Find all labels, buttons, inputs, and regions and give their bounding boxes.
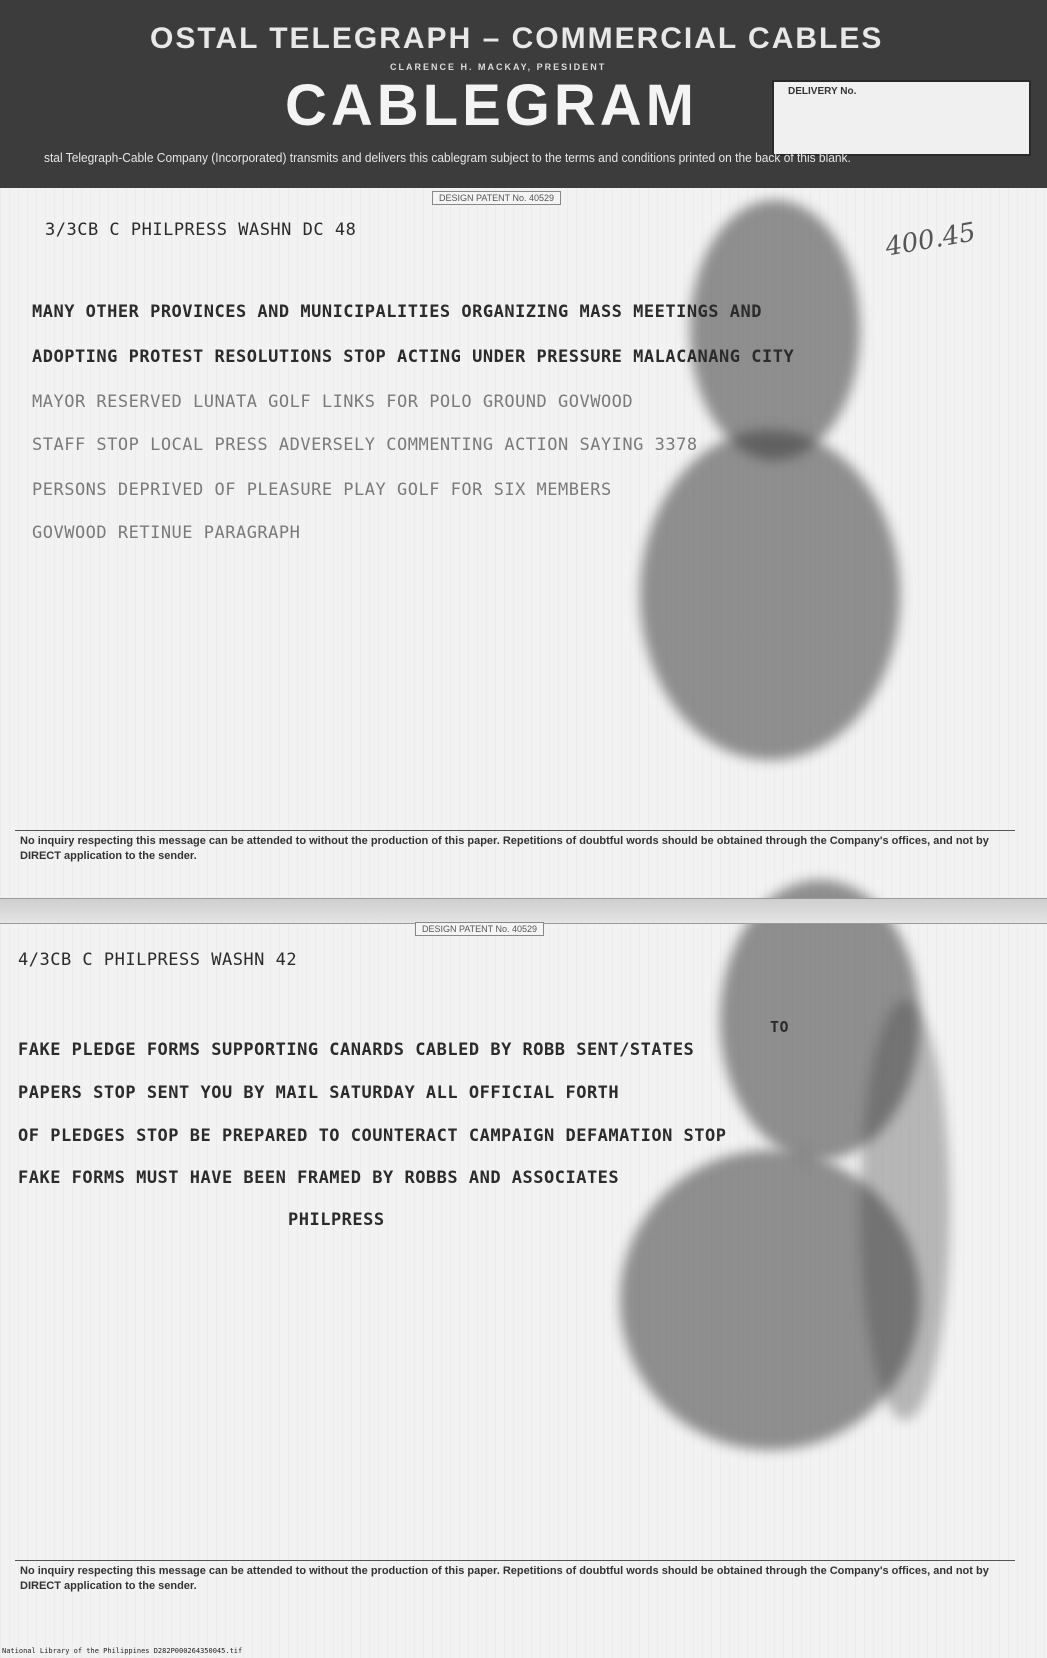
message-2-line: FAKE PLEDGE FORMS SUPPORTING CANARDS CABLED BY ROBB SENT/STATES [18, 1040, 695, 1060]
stain [640, 430, 900, 760]
archive-caption: National Library of the Philippines D282P000264350045.tif [2, 1647, 243, 1655]
delivery-number-box [772, 80, 1031, 156]
terms-line: stal Telegraph-Cable Company (Incorporated) transmits and delivers this cablegram subject to the terms and conditions printed on the back of this blank. [44, 150, 851, 165]
page-divider [0, 898, 1047, 924]
footer-notice: No inquiry respecting this message can be attended to without the production of this paper. Repetitions of doubtful words should be obtained through the Company's offices, and not by DIRECT application to the sender. [20, 835, 989, 862]
cablegram-title: CABLEGRAM [285, 73, 698, 138]
message-1-line: STAFF STOP LOCAL PRESS ADVERSELY COMMENTING ACTION SAYING 3378 [32, 435, 698, 455]
footer-rule [15, 1560, 1015, 1561]
signature: PHILPRESS [288, 1210, 385, 1230]
message-2-header: 4/3CB C PHILPRESS WASHN 42 [18, 950, 298, 970]
stain [860, 1000, 950, 1420]
cablegram-header [0, 0, 1047, 188]
design-patent-label: DESIGN PATENT No. 40529 [432, 191, 561, 205]
message-1-line: PERSONS DEPRIVED OF PLEASURE PLAY GOLF FOR SIX MEMBERS [32, 480, 612, 500]
message-1-header: 3/3CB C PHILPRESS WASHN DC 48 [45, 220, 357, 240]
insert-word: TO [770, 1018, 790, 1036]
message-2-line: OF PLEDGES STOP BE PREPARED TO COUNTERACT CAMPAIGN DEFAMATION STOP [18, 1126, 727, 1146]
message-2-line: PAPERS STOP SENT YOU BY MAIL SATURDAY ALL OFFICIAL FORTH [18, 1083, 620, 1103]
design-patent-label: DESIGN PATENT No. 40529 [415, 922, 544, 936]
company-line: OSTAL TELEGRAPH – COMMERCIAL CABLES [150, 22, 884, 55]
footer-notice: No inquiry respecting this message can be attended to without the production of this paper. Repetitions of doubtful words should be obtained through the Company's offices, and not by DIRECT application to the sender. [20, 1565, 989, 1592]
president-line: CLARENCE H. MACKAY, PRESIDENT [390, 62, 607, 72]
message-1-line: GOVWOOD RETINUE PARAGRAPH [32, 523, 301, 543]
delivery-label: DELIVERY No. [788, 86, 857, 97]
message-1-line: MAYOR RESERVED LUNATA GOLF LINKS FOR POLO GROUND GOVWOOD [32, 392, 634, 412]
stain [690, 200, 860, 460]
message-1-line: MANY OTHER PROVINCES AND MUNICIPALITIES ORGANIZING MASS MEETINGS AND [32, 302, 762, 322]
message-2-line: FAKE FORMS MUST HAVE BEEN FRAMED BY ROBBS AND ASSOCIATES [18, 1168, 620, 1188]
message-1-line: ADOPTING PROTEST RESOLUTIONS STOP ACTING UNDER PRESSURE MALACANANG CITY [32, 347, 795, 367]
footer-rule [15, 830, 1015, 831]
handwritten-note: 400.45 [883, 217, 978, 263]
